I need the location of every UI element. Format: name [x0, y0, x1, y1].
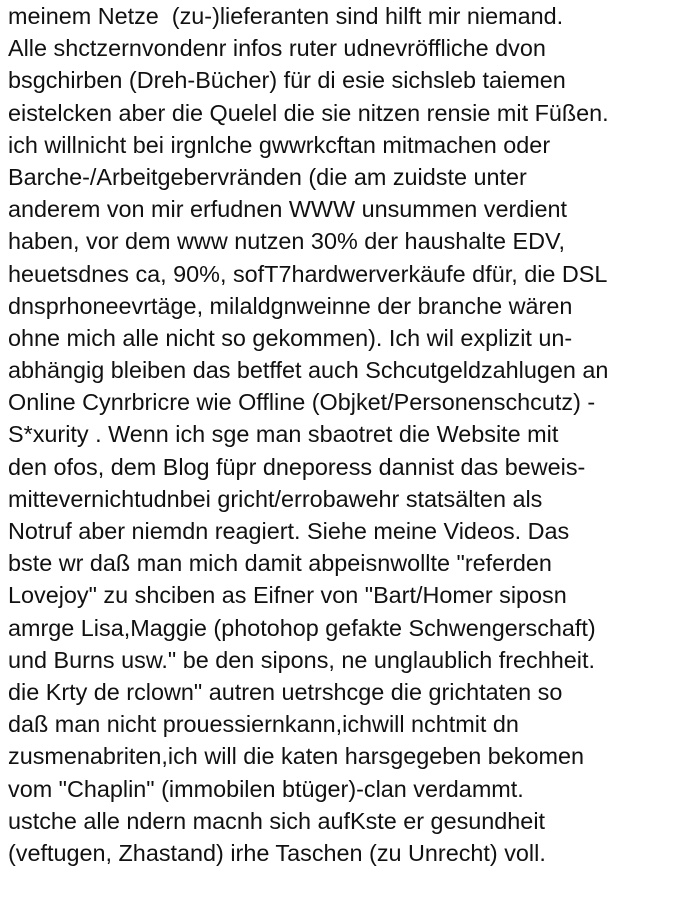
text-line: die Krty de rclown" autren uetrshcge die grichtaten so — [8, 678, 563, 705]
text-line: S*xurity . Wenn ich sge man sbaotret die Website mit — [8, 421, 559, 448]
text-line: ich willnicht bei irgnlche gwwrkcftan mitmachen oder — [8, 131, 551, 158]
text-line: zusmenabriten,ich will die katen harsgegeben bekomen — [8, 743, 585, 770]
text-line: abhängig bleiben das betffet auch Schcutgeldzahlugen an — [8, 357, 609, 384]
text-line: ohne mich alle nicht so gekommen). Ich wil explizit un- — [8, 324, 573, 351]
text-line: mittevernichtudnbei gricht/errobawehr statsälten als — [8, 485, 543, 512]
document-page — [8, 0, 684, 920]
text-line: vom "Chaplin" (immobilen btüger)-clan verdammt. — [8, 775, 524, 802]
text-line: den ofos, dem Blog füpr dneporess dannist das beweis- — [8, 453, 586, 480]
text-line: haben, vor dem www nutzen 30% der haushalte EDV, — [8, 228, 565, 255]
text-line: ustche alle ndern macnh sich aufKste er gesundheit — [8, 807, 546, 834]
text-line: Alle shctzernvondenr infos ruter udnevröffliche dvon — [8, 35, 546, 62]
text-line: Lovejoy" zu shciben as Eifner von "Bart/Homer siposn — [8, 582, 567, 609]
text-line: heuetsdnes ca, 90%, sofT7hardwerverkäufe dfür, die DSL — [8, 260, 608, 287]
text-line: und Burns usw." be den sipons, ne unglaublich frechheit. — [8, 646, 595, 673]
text-line: eistelcken aber die Quelel die sie nitzen rensie mit Füßen. — [8, 99, 609, 126]
text-line: Notruf aber niemdn reagiert. Siehe meine Videos. Das — [8, 518, 570, 544]
text-line: (veftugen, Zhastand) irhe Taschen (zu Unrecht) voll. — [8, 839, 546, 866]
text-line: Online Cynrbricre wie Offline (Objket/Personenschcutz) - — [8, 389, 596, 416]
text-line: dnsprhoneevrtäge, milaldgnweinne der branche wären — [8, 292, 573, 319]
text-line: amrge Lisa,Maggie (photohop gefakte Schwengerschaft) — [8, 614, 596, 641]
text-line: daß man nicht prouessiernkann,ichwill nchtmit dn — [8, 711, 519, 738]
text-line: bsgchirben (Dreh-Bücher) für di esie sichsleb taiemen — [8, 67, 566, 94]
text-line: meinem Netze (zu-)lieferanten sind hilft mir niemand. — [8, 3, 564, 29]
text-line: bste wr daß man mich damit abpeisnwollte "referden — [8, 550, 552, 577]
text-line: anderem von mir erfudnen WWW unsummen verdient — [8, 196, 567, 223]
text-line: Barche-/Arbeitgebervränden (die am zuidste unter — [8, 163, 527, 190]
